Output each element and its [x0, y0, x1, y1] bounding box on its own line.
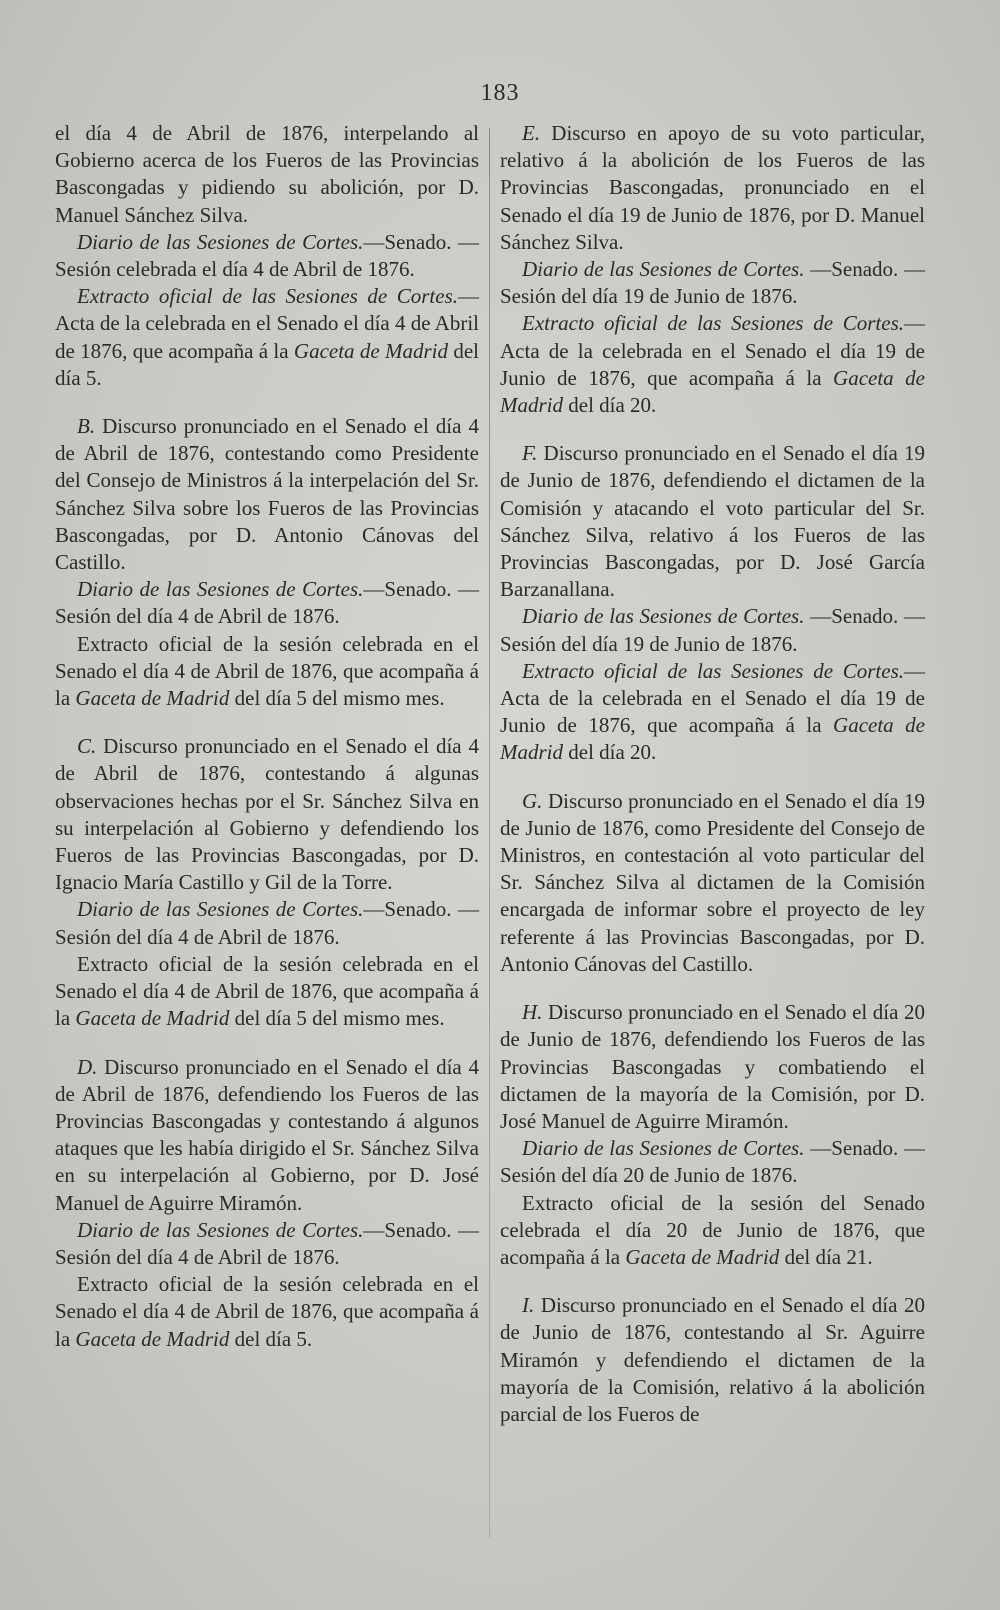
- entry-letter: C.: [77, 734, 97, 759]
- gaceta-title: Gaceta de Madrid: [293, 338, 449, 363]
- entry-description: Discurso pronunciado en el Senado el día 4 de Abril de 1876, defendiendo los Fueros de las Provincias Bascongadas y contestando á algunos ataques que les había dirigido el Sr. Sánchez Silva en su interpelación al Gobierno, por D. José Manuel de Aguirre Miramón.: [55, 1054, 479, 1215]
- extracto-detail: Extracto oficial de la sesión del Senado celebrada el día 20 de Junio de 1876, que acompaña á la: [500, 1190, 925, 1269]
- entry-description: Discurso pronunciado en el Senado el día 4 de Abril de 1876, contestando como Presidente del Consejo de Ministros á la interpelación del Sr. Sánchez Silva sobre los Fueros de las Provincias Bascongadas, por D. Antonio Cánovas del Castillo.: [55, 414, 479, 575]
- entry-text: [500, 1292, 925, 1428]
- extracto-reference: [55, 283, 479, 392]
- gaceta-title: Gaceta de Madrid: [75, 1326, 230, 1351]
- entry-description: Discurso pronunciado en el Senado el día 20 de Junio de 1876, defendiendo los Fueros de las Provincias Bascongadas y combatiendo el dictamen de la mayoría de la Comisión, por D. José Manuel de Aguirre Miramón.: [500, 1000, 925, 1133]
- entry-letter: E.: [522, 121, 541, 145]
- diario-reference: [55, 576, 479, 630]
- entry-letter: H.: [522, 1000, 543, 1025]
- entry-text: [55, 733, 479, 896]
- diario-detail: —Senado. —Sesión del día 4 de Abril de 1876.: [55, 897, 479, 949]
- right-column: [500, 120, 925, 1449]
- extracto-date: del día 5.: [229, 1326, 313, 1351]
- entry-description: Discurso pronunciado en el Senado el día 4 de Abril de 1876, contestando á algunas observaciones hechas por el Sr. Sánchez Silva en su interpelación al Gobierno y defendiendo los Fueros de las Provincias Bascongadas, por D. Ignacio María Castillo y Gil de la Torre.: [55, 734, 479, 895]
- entry-letter: F.: [522, 441, 538, 466]
- diario-detail: —Senado. —Sesión del día 19 de Junio de 1876.: [500, 257, 926, 309]
- entry-c: [55, 733, 479, 1032]
- extracto-detail: — Acta de la celebrada en el Senado el día 4 de Abril de 1876, que acompaña á la: [55, 284, 479, 363]
- extracto-detail: — Acta de la celebrada en el Senado el día 19 de Junio de 1876, que acompaña á la: [500, 311, 925, 390]
- entry-f: [500, 440, 925, 766]
- extracto-date: del día 21.: [779, 1244, 873, 1269]
- extracto-date: del día 5 del mismo mes.: [229, 686, 445, 711]
- diario-reference: [55, 896, 479, 950]
- diario-detail: —Senado. —Sesión del día 4 de Abril de 1876.: [55, 1217, 479, 1269]
- entry-text: [55, 1054, 479, 1217]
- extracto-detail: Extracto oficial de la sesión celebrada en el Senado el día 4 de Abril de 1876, que acompaña á la: [55, 951, 479, 1031]
- diario-reference: [500, 1135, 925, 1189]
- entry-text: [500, 440, 925, 603]
- entry-letter: B.: [77, 414, 96, 439]
- extracto-reference: [55, 951, 479, 1033]
- extracto-title: Extracto oficial de las Sesiones de Cortes.: [77, 284, 458, 309]
- entry-description: Discurso pronunciado en el Senado el día 19 de Junio de 1876, defendiendo el dictamen de la Comisión y atacando el voto particular del Sr. Sánchez Silva, relativo á los Fueros de las Provincias Bascongadas, por D. José García Barzanallana.: [500, 441, 925, 602]
- entry-continued: [55, 120, 479, 392]
- diario-reference: [500, 256, 925, 310]
- entry-g: [500, 788, 925, 978]
- page-number: 183: [480, 80, 520, 106]
- entry-h: [500, 999, 925, 1271]
- extracto-detail: Extracto oficial de la sesión celebrada en el Senado el día 4 de Abril de 1876, que acompaña á la: [55, 631, 479, 711]
- left-column: [55, 120, 479, 1374]
- extracto-date: del día 20.: [563, 740, 657, 765]
- gaceta-title: Gaceta de Madrid: [500, 365, 925, 418]
- column-divider: [489, 128, 490, 1538]
- diario-detail: —Senado. —Sesión del día 20 de Junio de 1876.: [500, 1136, 926, 1188]
- entry-text: el día 4 de Abril de 1876, interpelando al Gobierno acerca de los Fueros de las Provincias Bascongadas y pidiendo su abolición, por D. Manuel Sánchez Silva.: [55, 121, 479, 227]
- diario-title: Diario de las Sesiones de Cortes.: [77, 229, 364, 254]
- diario-detail: —Senado. —Sesión del día 19 de Junio de 1876.: [500, 604, 926, 656]
- diario-title: Diario de las Sesiones de Cortes.: [522, 1136, 805, 1161]
- entry-text: [500, 788, 925, 978]
- extracto-reference: [500, 310, 925, 419]
- extracto-date: del día 5 del mismo mes.: [229, 1006, 445, 1031]
- extracto-reference: [500, 658, 925, 767]
- diario-detail: —Senado. —Sesión del día 4 de Abril de 1876.: [55, 577, 479, 629]
- entry-text: [55, 413, 479, 576]
- extracto-reference: [500, 1190, 925, 1272]
- extracto-date: del día 5.: [55, 338, 479, 390]
- entry-b: [55, 413, 479, 712]
- entry-e: [500, 120, 925, 419]
- extracto-date: del día 20.: [563, 393, 657, 418]
- gaceta-title: Gaceta de Madrid: [625, 1244, 780, 1269]
- entry-i: [500, 1292, 925, 1428]
- entry-letter: G.: [522, 788, 543, 813]
- entry-letter: D.: [77, 1054, 98, 1079]
- diario-detail: —Senado. —Sesión celebrada el día 4 de Abril de 1876.: [55, 229, 479, 282]
- diario-title: Diario de las Sesiones de Cortes.: [77, 897, 364, 922]
- gaceta-title: Gaceta de Madrid: [500, 713, 925, 765]
- diario-reference: [500, 603, 925, 657]
- entry-letter: I.: [522, 1293, 535, 1318]
- entry-text: [500, 999, 925, 1135]
- entry-description: Discurso en apoyo de su voto particular, relativo á la abolición de los Fueros de las Provincias Bascongadas, pronunciado en el Senado el día 19 de Junio de 1876, por D. Manuel Sánchez Silva.: [500, 121, 925, 254]
- diario-reference: [55, 1217, 479, 1271]
- extracto-title: Extracto oficial de las Sesiones de Cortes.: [522, 311, 904, 336]
- entry-description: Discurso pronunciado en el Senado el día 20 de Junio de 1876, contestando al Sr. Aguirre Miramón y defendiendo el dictamen de la mayoría de la Comisión, relativo á la abolición parcial de los Fueros de: [500, 1293, 925, 1426]
- entry-description: Discurso pronunciado en el Senado el día 19 de Junio de 1876, como Presidente del Consejo de Ministros, en contestación al voto particular del Sr. Sánchez Silva al dictamen de la Comisión encargada de informar sobre el proyecto de ley referente á las Provincias Bascongadas, por D. Antonio Cánovas del Castillo.: [500, 788, 925, 976]
- gaceta-title: Gaceta de Madrid: [75, 1006, 230, 1031]
- extracto-reference: [55, 1271, 479, 1353]
- diario-title: Diario de las Sesiones de Cortes.: [522, 604, 805, 629]
- entry-d: [55, 1054, 479, 1353]
- diario-title: Diario de las Sesiones de Cortes.: [77, 1217, 364, 1242]
- diario-reference: [55, 229, 479, 283]
- gaceta-title: Gaceta de Madrid: [75, 686, 230, 711]
- extracto-detail: — Acta de la celebrada en el Senado el día 19 de Junio de 1876, que acompaña á la: [500, 658, 925, 738]
- extracto-detail: Extracto oficial de la sesión celebrada en el Senado el día 4 de Abril de 1876, que acompaña á la: [55, 1272, 479, 1351]
- entry-text: [500, 120, 925, 256]
- diario-title: Diario de las Sesiones de Cortes.: [77, 577, 364, 602]
- extracto-title: Extracto oficial de las Sesiones de Cortes.: [522, 658, 904, 683]
- diario-title: Diario de las Sesiones de Cortes.: [522, 257, 805, 282]
- extracto-reference: [55, 631, 479, 713]
